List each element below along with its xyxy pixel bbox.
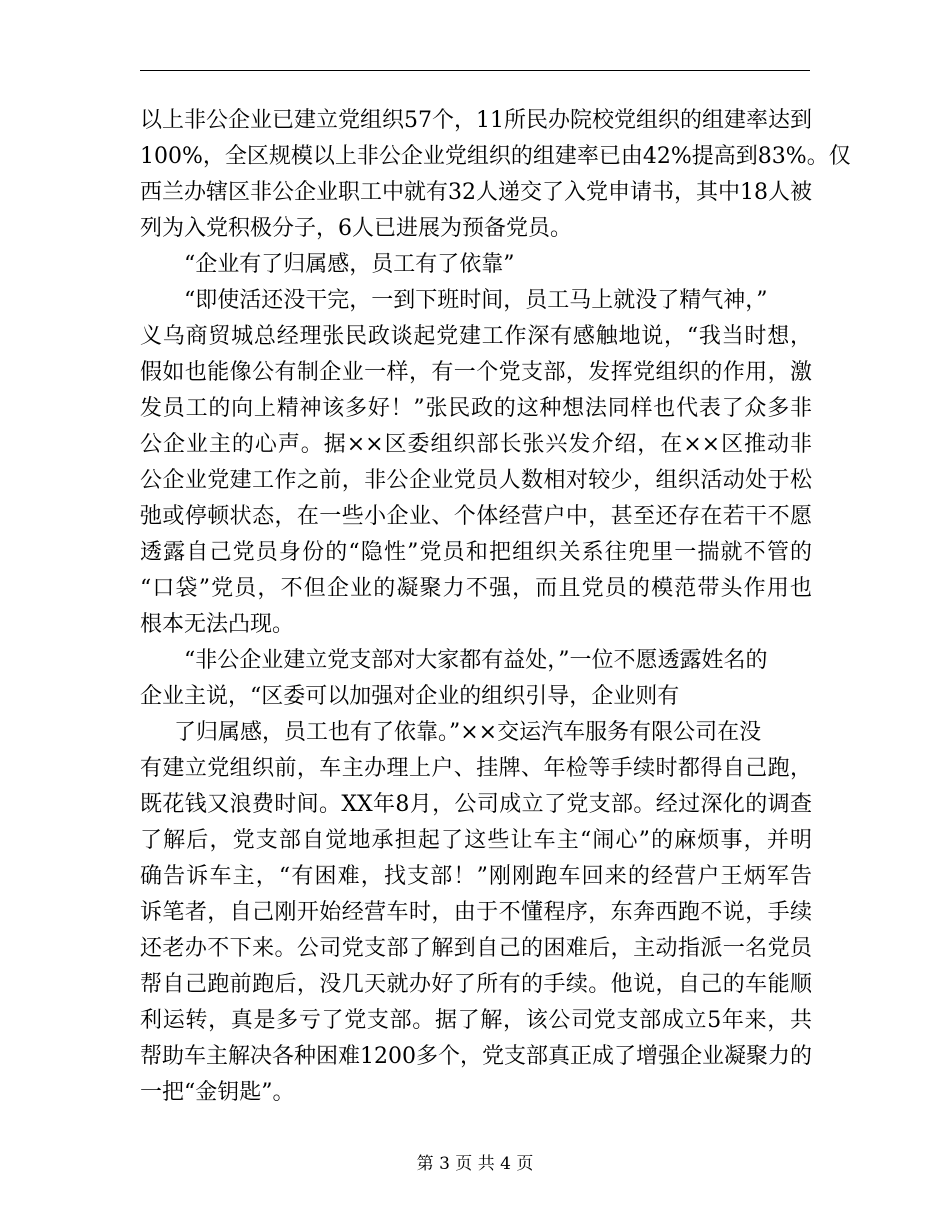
text-line: 根本无法凸现。 [140, 612, 295, 637]
text-line: 公企业党建工作之前，非公企业党员人数相对较少，组织活动处于松 [140, 468, 812, 493]
text-line: 假如也能像公有制企业一样，有一个党支部，发挥党组织的作用，激 [140, 360, 812, 385]
text-line: 100%，全区规模以上非公企业党组织的组建率已由42%提高到83%。仅 [140, 144, 851, 169]
text-line: 发员工的向上精神该多好！”张民政的这种想法同样也代表了众多非 [140, 396, 812, 421]
text-line: 企业主说，“区委可以加强对企业的组织引导，企业则有 [140, 684, 680, 709]
text-line: 还老办不下来。公司党支部了解到自己的困难后，主动指派一名党员 [140, 936, 812, 961]
text-line: 诉笔者，自己刚开始经营车时，由于不懂程序，东奔西跑不说，手续 [140, 900, 812, 925]
text-line: 义乌商贸城总经理张民政谈起党建工作深有感触地说，“我当时想， [140, 324, 812, 349]
text-line: 有建立党组织前，车主办理上户、挂牌、年检等手续时都得自己跑， [140, 756, 812, 781]
text-line: 弛或停顿状态，在一些小企业、个体经营户中，甚至还存在若干不愿 [140, 504, 812, 529]
text-line: 既花钱又浪费时间。XX年8月，公司成立了党支部。经过深化的调查 [140, 792, 812, 817]
text-line: 确告诉车主，“有困难，找支部！”刚刚跑车回来的经营户王炳军告 [140, 864, 812, 889]
text-line: 公企业主的心声。据××区委组织部长张兴发介绍，在××区推动非 [140, 432, 812, 457]
text-line: 透露自己党员身份的“隐性”党员和把组织关系往兜里一揣就不管的 [140, 540, 812, 565]
document-body [140, 103, 851, 1111]
header-rule [140, 70, 810, 71]
text-line: “口袋”党员，不但企业的凝聚力不强，而且党员的模范带头作用也 [140, 576, 812, 601]
text-line: 了解后，党支部自觉地承担起了这些让车主“闹心”的麻烦事，并明 [140, 828, 812, 853]
text-line: 了归属感，员工也有了依靠。”××交运汽车服务有限公司在没 [174, 720, 762, 745]
text-line: “即使活还没干完，一到下班时间，员工马上就没了精气神，” [184, 288, 768, 313]
section-heading: “企业有了归属感，员工有了依靠” [184, 252, 515, 277]
text-line: 列为入党积极分子，6人已进展为预备党员。 [140, 216, 572, 241]
page-number-footer: 第 3 页 共 4 页 [416, 1154, 534, 1174]
text-line: 帮助车主解决各种困难1200多个，党支部真正成了增强企业凝聚力的 [140, 1044, 812, 1069]
text-line: 一把“金钥匙”。 [140, 1080, 295, 1105]
text-line: “非公企业建立党支部对大家都有益处，”一位不愿透露姓名的 [184, 648, 768, 673]
text-line: 以上非公企业已建立党组织57个，11所民办院校党组织的组建率达到 [140, 108, 812, 133]
text-line: 利运转，真是多亏了党支部。据了解，该公司党支部成立5年来，共 [140, 1008, 812, 1033]
text-line: 西兰办辖区非公企业职工中就有32人递交了入党申请书，其中18人被 [140, 180, 812, 205]
text-line: 帮自己跑前跑后，没几天就办好了所有的手续。他说，自己的车能顺 [140, 972, 812, 997]
